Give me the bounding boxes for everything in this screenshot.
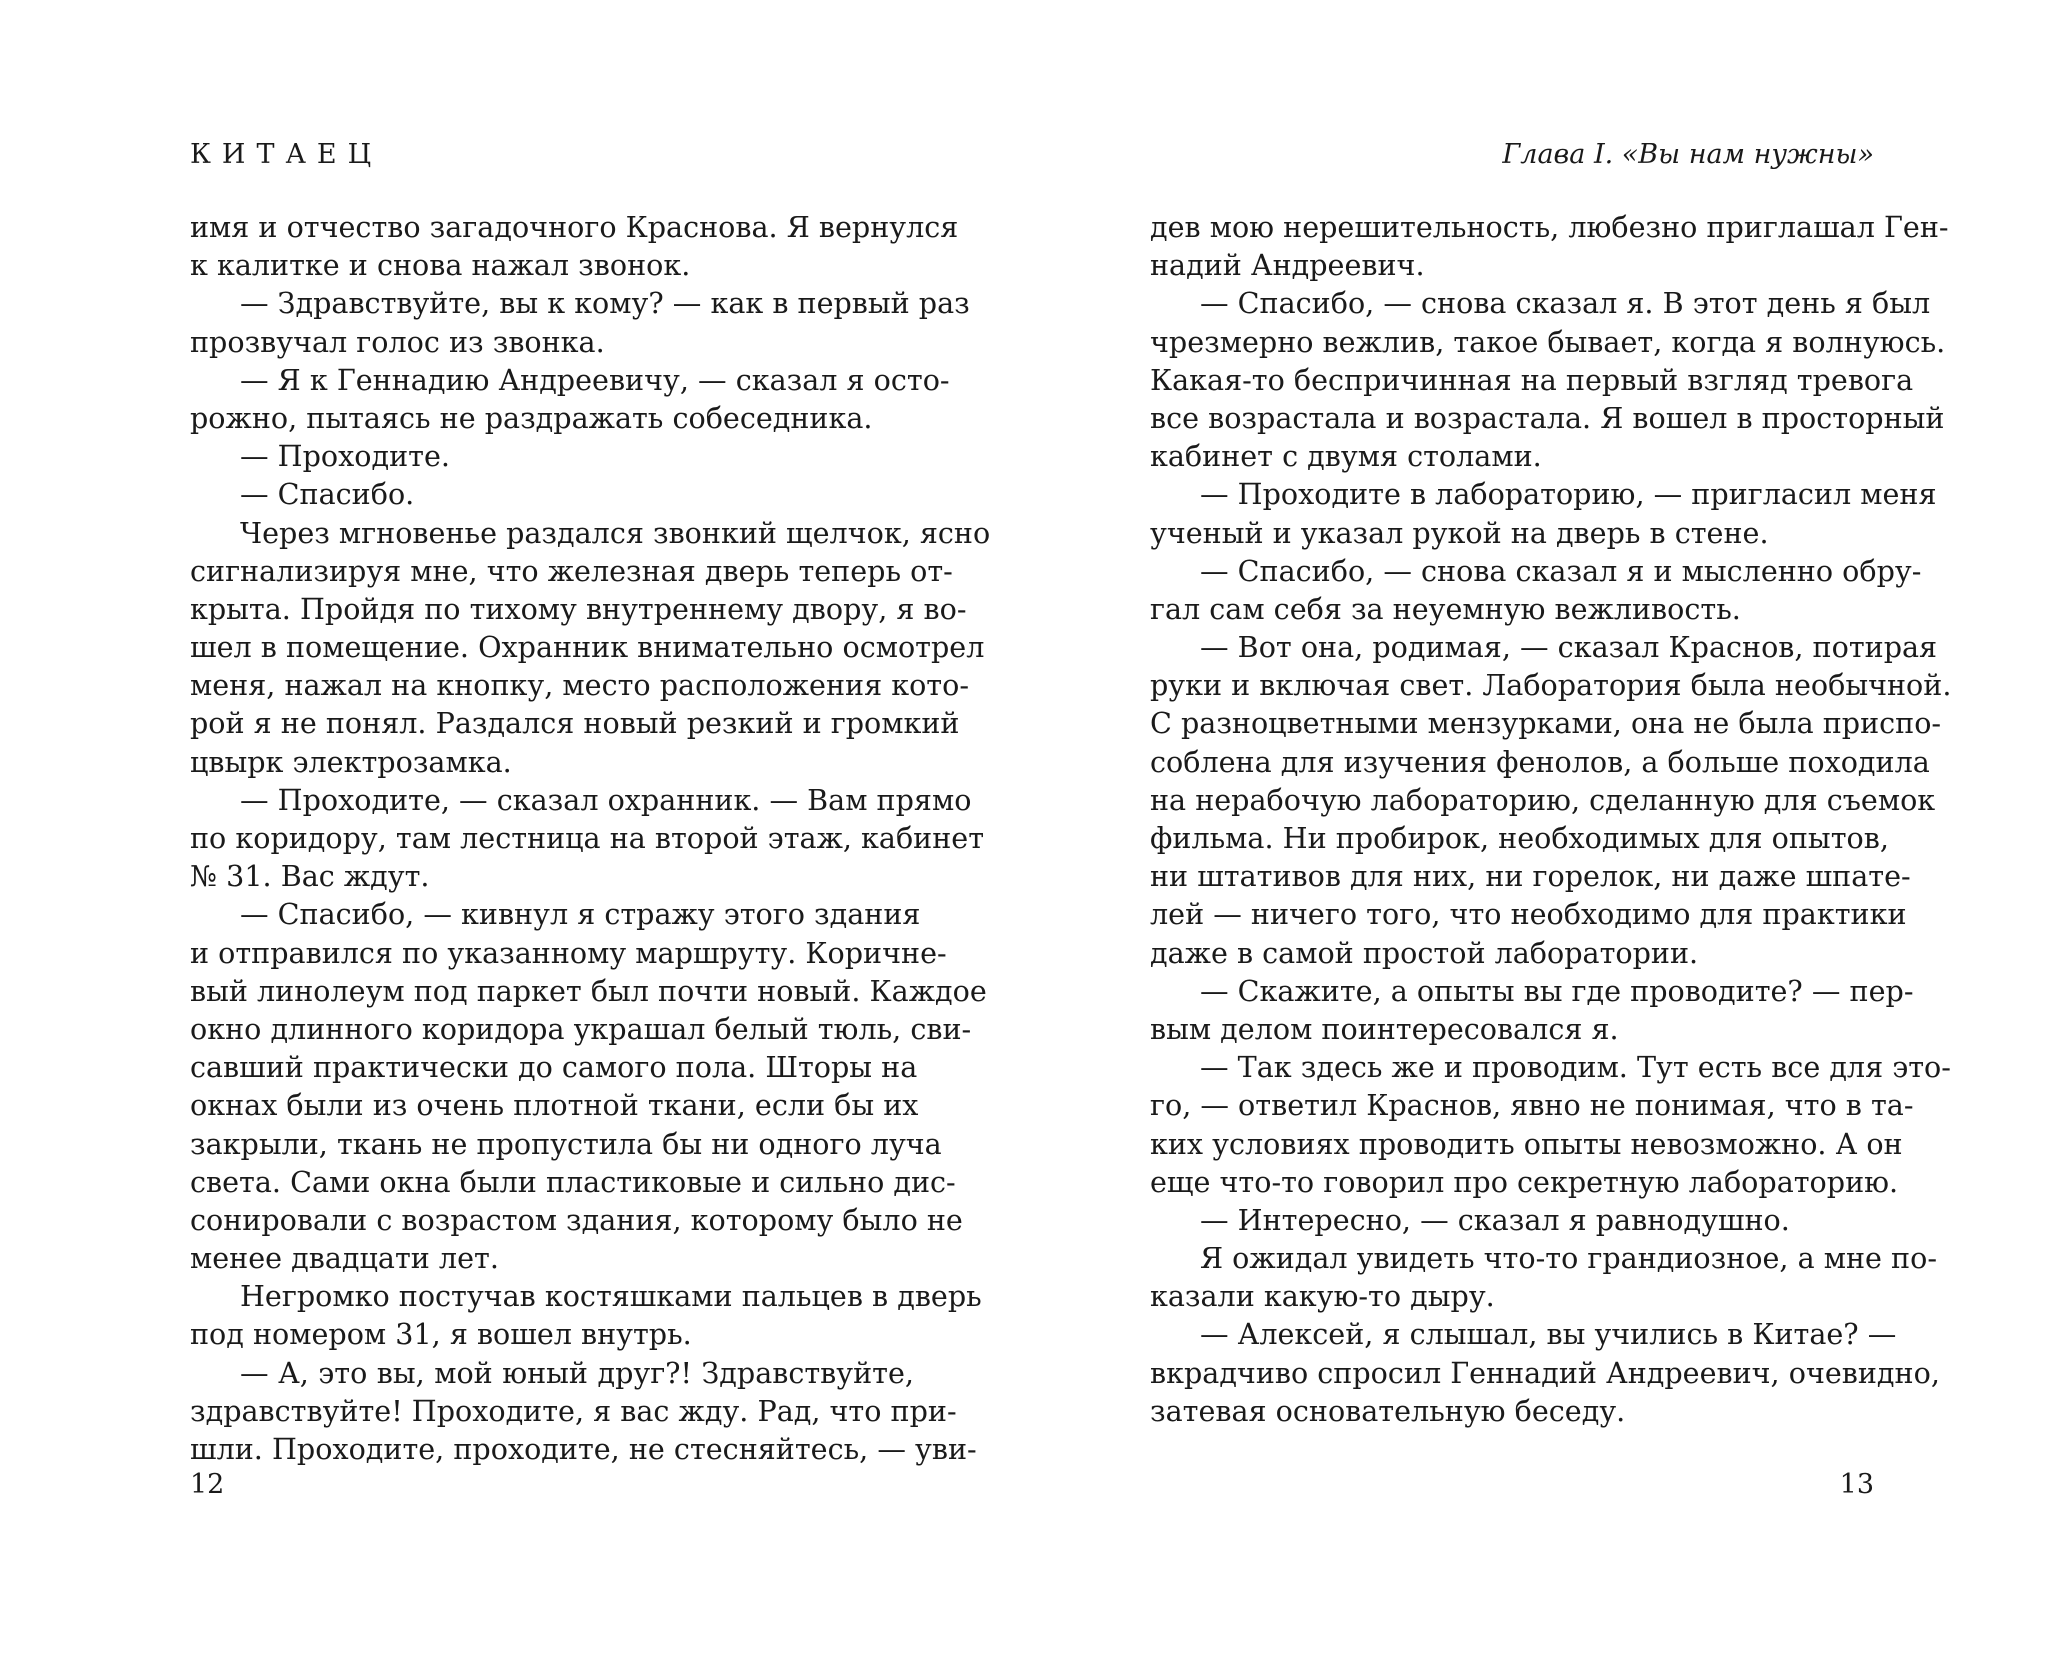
text-line: ких условиях проводить опыты невозможно. А он	[1150, 1126, 1903, 1161]
text-line: казали какую-то дыру.	[1150, 1279, 1495, 1314]
running-head-chapter-title: Глава I. «Вы нам нужны»	[1502, 139, 1874, 170]
text-line: окнах были из очень плотной ткани, если бы их	[190, 1088, 919, 1123]
text-line: Негромко постучав костяшками пальцев в дверь	[240, 1279, 982, 1314]
page-number-left: 12	[190, 1469, 225, 1500]
text-line: меня, нажал на кнопку, место расположения кото-	[190, 668, 969, 703]
text-line: цвырк электрозамка.	[190, 744, 512, 779]
text-line: вый линолеум под паркет был почти новый. Каждое	[190, 973, 987, 1008]
text-line: на нерабочую лабораторию, сделанную для съемок	[1150, 782, 1936, 817]
text-line: шли. Проходите, проходите, не стесняйтесь, — уви-	[190, 1432, 977, 1466]
right-page	[1150, 0, 1952, 1654]
text-line: еще что-то говорил про секретную лабораторию.	[1150, 1164, 1899, 1199]
text-line: фильма. Ни пробирок, необходимых для опытов,	[1150, 821, 1889, 855]
text-line: сигнализируя мне, что железная дверь теперь от-	[190, 553, 953, 588]
left-page	[190, 0, 991, 1654]
text-line: — Так здесь же и проводим. Тут есть все для это-	[1200, 1050, 1951, 1085]
text-line: шел в помещение. Охранник внимательно осмотрел	[190, 630, 985, 665]
text-line: надий Андреевич.	[1150, 248, 1425, 283]
text-line: кабинет с двумя столами.	[1150, 439, 1542, 474]
text-line: крыта. Пройдя по тихому внутреннему двору, я во-	[190, 591, 967, 626]
text-line: — Я к Геннадию Андреевичу, — сказал я осто-	[240, 362, 950, 397]
text-line: соблена для изучения фенолов, а больше походила	[1150, 744, 1930, 779]
text-line: ученый и указал рукой на дверь в стене.	[1150, 515, 1769, 550]
running-head-book-title: КИТАЕЦ	[190, 139, 383, 170]
text-line: го, — ответил Краснов, явно не понимая, что в та-	[1150, 1088, 1914, 1123]
text-line: затевая основательную беседу.	[1150, 1393, 1626, 1428]
text-line: света. Сами окна были пластиковые и сильно дис-	[190, 1164, 956, 1199]
text-line: — Спасибо, — снова сказал я и мысленно обру-	[1200, 553, 1922, 588]
text-line: и отправился по указанному маршруту. Коричне-	[190, 935, 947, 970]
text-line: ни штативов для них, ни горелок, ни даже шпате-	[1150, 859, 1911, 894]
text-line: рожно, пытаясь не раздражать собеседника.	[190, 400, 873, 435]
text-line: — Спасибо, — кивнул я стражу этого здания	[240, 897, 921, 932]
text-line: — Скажите, а опыты вы где проводите? — пер-	[1200, 973, 1914, 1008]
text-line: — Проходите.	[240, 439, 450, 474]
text-line: — Спасибо, — снова сказал я. В этот день я был	[1200, 286, 1931, 321]
text-line: вым делом поинтересовался я.	[1150, 1011, 1619, 1046]
text-line: чрезмерно вежлив, такое бывает, когда я волнуюсь.	[1150, 324, 1946, 359]
text-line: по коридору, там лестница на второй этаж, кабинет	[190, 821, 985, 855]
text-line: руки и включая свет. Лаборатория была необычной.	[1150, 668, 1952, 703]
text-line: к калитке и снова нажал звонок.	[190, 248, 691, 283]
text-line: все возрастала и возрастала. Я вошел в просторный	[1150, 400, 1945, 435]
text-line: менее двадцати лет.	[190, 1241, 499, 1276]
text-line: савший практически до самого пола. Шторы на	[190, 1050, 918, 1085]
text-line: — Интересно, — сказал я равнодушно.	[1200, 1202, 1790, 1237]
text-line: Через мгновенье раздался звонкий щелчок, ясно	[240, 515, 991, 550]
text-line: окно длинного коридора украшал белый тюль, сви-	[190, 1011, 972, 1046]
left-page-body	[190, 208, 991, 1468]
text-line: прозвучал голос из звонка.	[190, 324, 605, 359]
text-line: — Алексей, я слышал, вы учились в Китае? —	[1200, 1317, 1897, 1352]
text-line: — Вот она, родимая, — сказал Краснов, потирая	[1200, 630, 1938, 665]
text-line: даже в самой простой лаборатории.	[1150, 935, 1699, 970]
text-line: С разноцветными мензурками, она не была приспо-	[1150, 706, 1942, 741]
text-line: лей — ничего того, что необходимо для практики	[1150, 897, 1907, 932]
text-line: закрыли, ткань не пропустила бы ни одного луча	[190, 1126, 942, 1161]
text-line: дев мою нерешительность, любезно приглашал Ген-	[1150, 210, 1949, 244]
text-line: — Спасибо.	[240, 477, 415, 512]
text-line: рой я не понял. Раздался новый резкий и громкий	[190, 706, 960, 741]
text-line: здравствуйте! Проходите, я вас жду. Рад, что при-	[190, 1393, 957, 1428]
text-line: № 31. Вас ждут.	[190, 859, 430, 894]
text-line: сонировали с возрастом здания, которому было не	[190, 1202, 963, 1237]
text-line: Я ожидал увидеть что-то грандиозное, а мне по-	[1200, 1241, 1937, 1276]
text-line: имя и отчество загадочного Краснова. Я вернулся	[190, 210, 959, 244]
right-page-body	[1150, 208, 1952, 1430]
text-line: — Проходите в лабораторию, — пригласил меня	[1200, 477, 1937, 512]
text-line: — Проходите, — сказал охранник. — Вам прямо	[240, 782, 972, 817]
text-line: гал сам себя за неуемную вежливость.	[1150, 591, 1741, 626]
text-line: — Здравствуйте, вы к кому? — как в первый раз	[240, 286, 970, 321]
text-line: — А, это вы, мой юный друг?! Здравствуйте,	[240, 1355, 914, 1390]
text-line: вкрадчиво спросил Геннадий Андреевич, очевидно,	[1150, 1355, 1940, 1390]
text-line: под номером 31, я вошел внутрь.	[190, 1317, 692, 1352]
page-number-right: 13	[1839, 1469, 1874, 1500]
text-line: Какая-то беспричинная на первый взгляд тревога	[1150, 362, 1914, 397]
